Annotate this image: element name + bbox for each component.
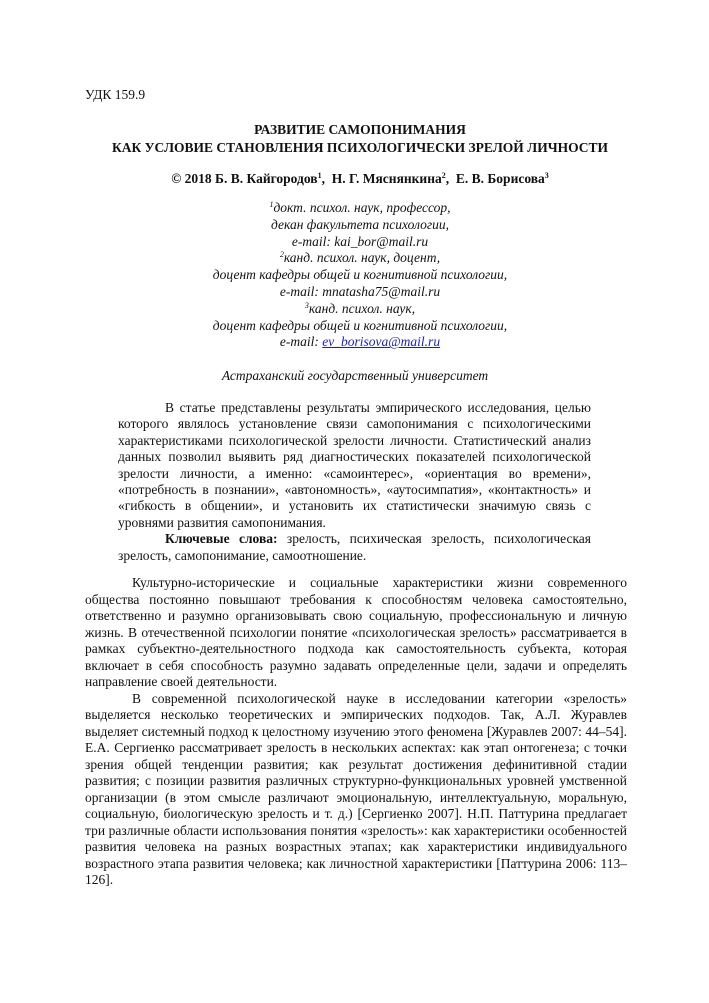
keywords-label: Ключевые слова: (165, 531, 278, 547)
affiliation-1 (150, 200, 570, 250)
copyright-year: © 2018 (171, 171, 212, 186)
affiliation-mark: 3 (304, 300, 309, 310)
author-name: Н. Г. Мяснянкина (331, 171, 442, 186)
title-line-1: РАЗВИТИЕ САМОПОНИМАНИЯ (254, 122, 466, 137)
email-label: e-mail: (291, 233, 335, 249)
abstract-text: В статье представлены результаты эмпирического исследования, целью которого являлось установление связи самопонимания с психологическими характеристиками психологической зрелости личности. Статистический анализ данных позволил выявить ряд диагностических показателей психологической зрелости личности, а именно: «самоинтерес», «ориентация во времени», «потребность в познании», «автономность», «аутосимпатия», «контактность» и «гибкость в общении», и установить их статистически значимую связь с уровнями развития самопонимания. (118, 400, 591, 530)
author-footnote-mark: 2 (441, 171, 446, 180)
author-name: Б. В. Кайгородов (215, 171, 318, 186)
author-email: kai_bor@mail.ru (334, 233, 429, 249)
keywords (118, 531, 591, 564)
author-footnote-mark: 3 (544, 171, 549, 180)
affiliation-mark: 1 (269, 200, 274, 209)
udk-code: УДК 159.9 (85, 87, 146, 102)
affiliation-position: декан факультета психологии, (270, 216, 450, 232)
body-paragraph: Культурно-исторические и социальные характеристики жизни современного общества постоянно повышают требования к способностям человека самостоятельно, ответственно и разумно организовывать свою социальную, профессиональную и личную жизнь. В отечественной психологии понятие «психологическая зрелость» рассматривается в рамках субъектно-деятельностного подхода как самостоятельность субъекта, которая включает в себя способность разумно задавать определенные цели, задачи и определять направление своей деятельности. (85, 575, 627, 689)
email-label: e-mail: (279, 283, 323, 299)
title-line-2: КАК УСЛОВИЕ СТАНОВЛЕНИЯ ПСИХОЛОГИЧЕСКИ ЗРЕЛОЙ ЛИЧНОСТИ (111, 140, 609, 155)
affiliation-degree: докт. психол. наук, профессор, (273, 200, 451, 215)
abstract (118, 400, 591, 564)
affiliation-3 (150, 301, 570, 351)
affiliation-position: доцент кафедры общей и когнитивной психологии, (212, 267, 508, 283)
affiliation-2 (150, 250, 570, 300)
author-list: © 2018 Б. В. Кайгородов$^1$, Н. Г. Мяснянкина$^2$, Е. В. Борисова$^3$ (171, 171, 549, 186)
body-paragraph: В современной психологической науке в исследовании категории «зрелость» выделяется несколько теоретических и эмпирических подходов. Так, А.Л. Журавлев выделяет системный подход к целостному изучению этого феномена [Журавлев 2007: 44–54]. Е.А. Сергиенко рассматривает зрелость в нескольких аспектах: как этап онтогенеза; с точки зрения общей тенденции развития; как результат достижения дефинитивной стадии развития; с позиции развития различных структурно-функциональных уровней умственной организации (в этом смысле различают эмоциональную, интеллектуальную, моральную, социальную, биологическую зрелость и т. д.) [Сергиенко 2007]. Н.П. Паттурина предлагает три различные области использования понятия «зрелость»: как характеристики особенностей развития человека на разных возрастных этапах; как характеристики индивидуального возрастного этапа развития человека; как личностной характеристики [Паттурина 2006: 113–126]. (85, 690, 627, 887)
affiliation-degree: канд. психол. наук, доцент, (283, 250, 441, 266)
affiliation-degree: канд. психол. наук, (308, 300, 416, 316)
author-name: Е. В. Борисова (455, 171, 545, 186)
article-body (85, 575, 627, 889)
keywords-list: зрелость, психическая зрелость, психологическая зрелость, самопонимание, самоотношение. (118, 531, 592, 563)
article-title (80, 121, 640, 157)
author-footnote-mark: 1 (317, 171, 322, 180)
email-label: e-mail: (279, 334, 323, 350)
author-email-link[interactable]: ev_borisova@mail.ru (322, 334, 441, 350)
affiliations (150, 200, 570, 351)
affiliation-position: доцент кафедры общей и когнитивной психологии, (212, 317, 508, 333)
university-name: Астраханский государственный университет (221, 368, 489, 383)
affiliation-mark: 2 (279, 250, 284, 260)
author-email: mnatasha75@mail.ru (322, 283, 441, 299)
